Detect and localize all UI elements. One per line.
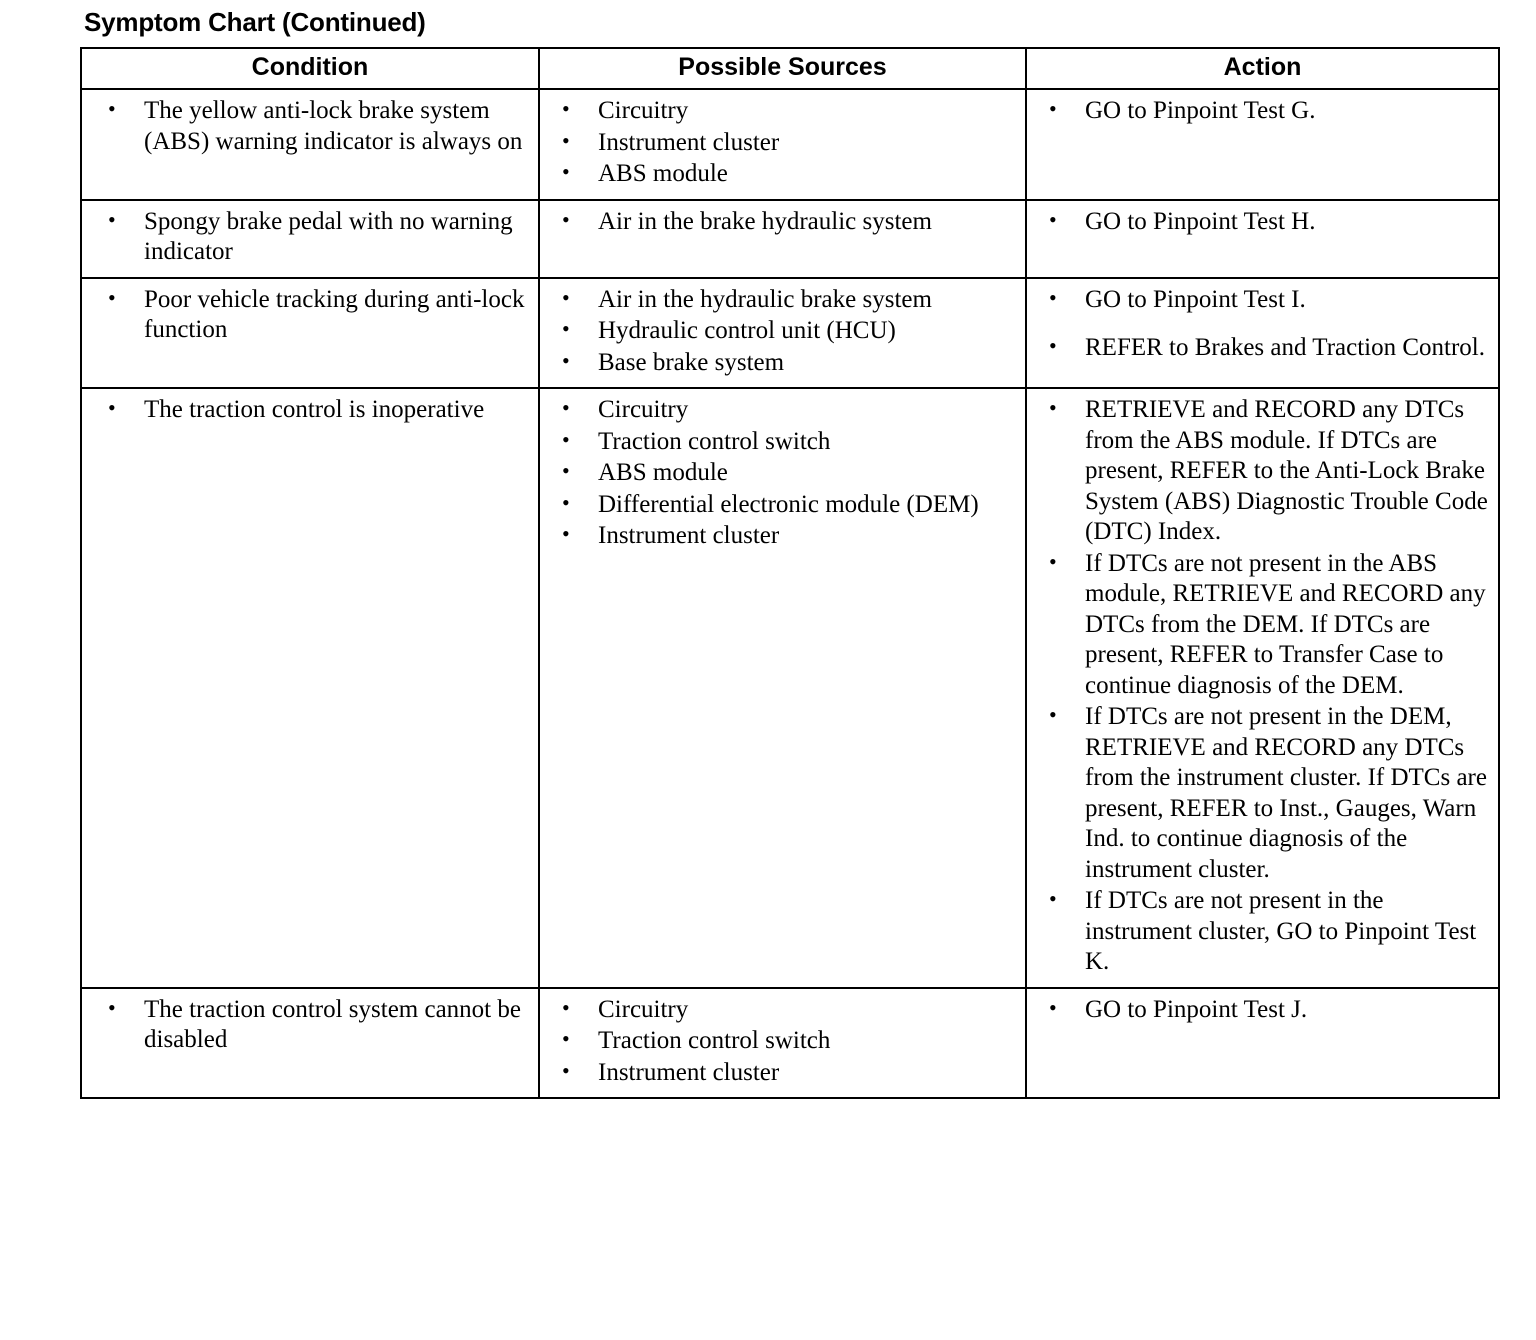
- cell-possible-sources: [539, 89, 1026, 200]
- list-item: • The traction control system cannot be disabled: [82, 995, 528, 1056]
- cell-possible-sources: [539, 200, 1026, 278]
- cell-action: [1026, 388, 1499, 988]
- cell-action: [1026, 988, 1499, 1099]
- table-row: [81, 89, 1499, 200]
- cell-possible-sources: [539, 278, 1026, 389]
- list-item: • If DTCs are not present in the DEM, RETRIEVE and RECORD any DTCs from the instrument cluster. If DTCs are present, REFER to Inst., Gauges, Warn Ind. to continue diagnosis of the instrument cluster.: [1027, 702, 1488, 885]
- list-item: • Spongy brake pedal with no warning indicator: [82, 207, 528, 268]
- list-item: • The yellow anti-lock brake system (ABS) warning indicator is always on: [82, 96, 528, 157]
- cell-possible-sources: [539, 988, 1026, 1099]
- list-item: • ABS module: [540, 458, 1015, 489]
- list-item: • Air in the brake hydraulic system: [540, 207, 1015, 238]
- list-item: • The traction control is inoperative: [82, 395, 528, 426]
- cell-condition: [81, 278, 539, 389]
- symptom-chart-table: [80, 47, 1500, 1100]
- list-item: • GO to Pinpoint Test G.: [1027, 96, 1488, 127]
- list-item: • Instrument cluster: [540, 128, 1015, 159]
- list-item: • Instrument cluster: [540, 521, 1015, 552]
- cell-condition: [81, 988, 539, 1099]
- list-item: • Poor vehicle tracking during anti-lock function: [82, 285, 528, 346]
- cell-condition: [81, 200, 539, 278]
- list-item: • Differential electronic module (DEM): [540, 490, 1015, 521]
- list-item: • Traction control switch: [540, 427, 1015, 458]
- list-item: • Hydraulic control unit (HCU): [540, 316, 1015, 347]
- cell-action: [1026, 200, 1499, 278]
- cell-condition: [81, 89, 539, 200]
- cell-condition: [81, 388, 539, 988]
- list-item: • ABS module: [540, 159, 1015, 190]
- list-item: • Circuitry: [540, 96, 1015, 127]
- list-item: • Traction control switch: [540, 1026, 1015, 1057]
- column-header-condition: Condition: [81, 48, 539, 90]
- list-item: • If DTCs are not present in the instrument cluster, GO to Pinpoint Test K.: [1027, 886, 1488, 978]
- cell-action: [1026, 278, 1499, 389]
- page-title: Symptom Chart (Continued): [84, 7, 426, 37]
- table-row: [81, 988, 1499, 1099]
- list-item: • GO to Pinpoint Test J.: [1027, 995, 1488, 1026]
- cell-possible-sources: [539, 388, 1026, 988]
- list-item: • Circuitry: [540, 395, 1015, 426]
- list-item: • RETRIEVE and RECORD any DTCs from the ABS module. If DTCs are present, REFER to the Anti-Lock Brake System (ABS) Diagnostic Trouble Code (DTC) Index.: [1027, 395, 1488, 548]
- cell-action: [1026, 89, 1499, 200]
- list-item: • Instrument cluster: [540, 1058, 1015, 1089]
- table-header-row: [81, 48, 1499, 90]
- list-item: • Base brake system: [540, 348, 1015, 379]
- table-row: [81, 388, 1499, 988]
- list-item: • Circuitry: [540, 995, 1015, 1026]
- table-row: [81, 278, 1499, 389]
- list-item: • Air in the hydraulic brake system: [540, 285, 1015, 316]
- list-item: • GO to Pinpoint Test H.: [1027, 207, 1488, 238]
- column-header-action: Action: [1026, 48, 1499, 90]
- column-header-possible-sources: Possible Sources: [539, 48, 1026, 90]
- list-item: • If DTCs are not present in the ABS module, RETRIEVE and RECORD any DTCs from the DEM. If DTCs are present, REFER to Transfer Case to continue diagnosis of the DEM.: [1027, 549, 1488, 702]
- table-row: [81, 200, 1499, 278]
- list-item: • GO to Pinpoint Test I.: [1027, 285, 1488, 316]
- list-item: • REFER to Brakes and Traction Control.: [1027, 333, 1488, 364]
